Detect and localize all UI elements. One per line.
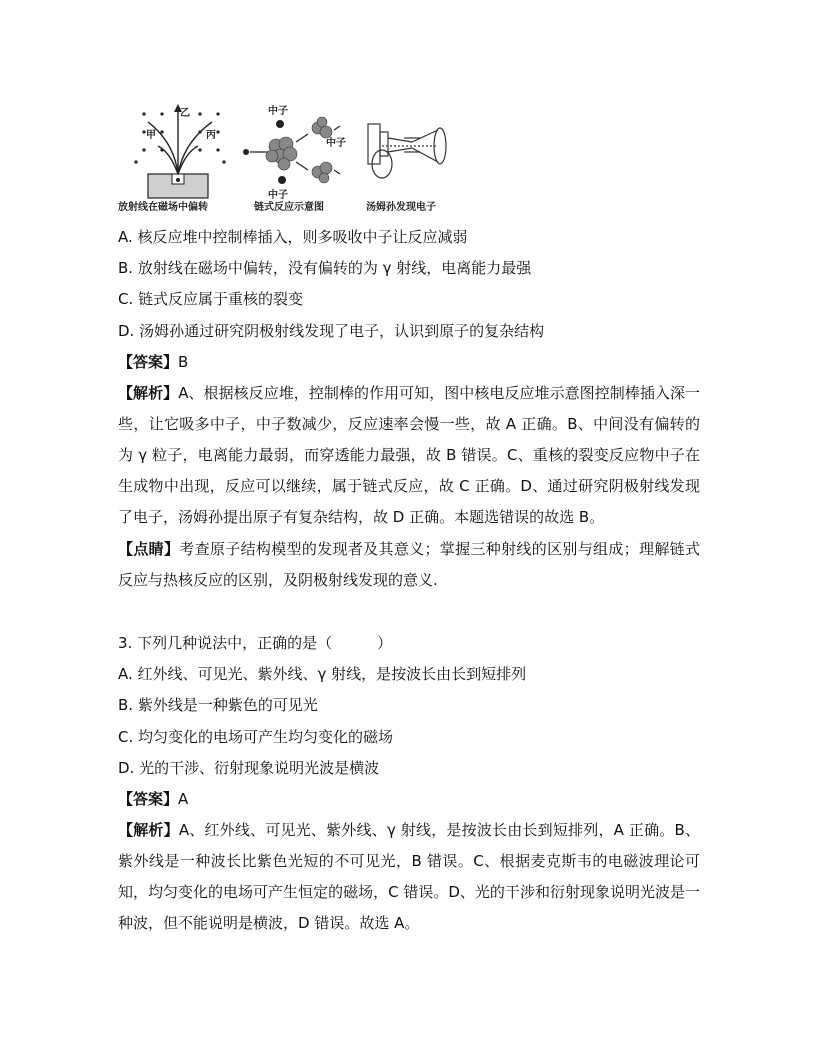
q2-answer	[118, 352, 188, 372]
label-neutron-top: 中子	[268, 106, 288, 117]
figure-radiation-deflection	[118, 102, 236, 220]
q2-option-b: B. 放射线在磁场中偏转，没有偏转的为 γ 射线，电离能力最强	[118, 259, 532, 277]
label-bing: 丙	[206, 130, 216, 141]
figure-row	[118, 102, 458, 220]
q2-option-d: D. 汤姆孙通过研究阴极射线发现了电子，认识到原子的复杂结构	[118, 322, 545, 340]
q2-option-a: A. 核反应堆中控制棒插入，则多吸收中子让反应减弱	[118, 228, 468, 246]
analysis-text: A、红外线、可见光、紫外线、γ 射线，是按波长由长到短排列，A 正确。B、紫外线是一种波长比紫色光短的不可见光，B 错误。C、根据麦克斯韦的电磁波理论可知，均匀变化的电场可产生恒定的磁场，C 错误。D、光的干涉和衍射现象说明光波是一种波，但不能说明是横波，D 错误。故选 A。	[118, 821, 700, 932]
q3-option-c: C. 均匀变化的电场可产生均匀变化的磁场	[118, 728, 394, 746]
q2-option-c: C. 链式反应属于重核的裂变	[118, 290, 304, 308]
figure-thomson-tube	[364, 102, 458, 220]
q3-answer	[118, 789, 188, 809]
comment-text: 考查原子结构模型的发现者及其意义；掌握三种射线的区别与组成；理解链式反应与热核反应的区别，及阴极射线发现的意义.	[118, 540, 700, 589]
q2-comment	[118, 534, 700, 596]
thomson-tube-diagram	[364, 102, 458, 202]
label-neutron-bottom: 中子	[268, 190, 288, 201]
q3-analysis	[118, 815, 700, 939]
answer-value: A	[178, 790, 189, 808]
answer-tag: 【答案】	[118, 353, 179, 371]
label-jia: 甲	[146, 130, 156, 141]
q3-option-d: D. 光的干涉、衍射现象说明光波是横波	[118, 759, 380, 777]
label-yi: 乙	[180, 108, 190, 119]
label-neutron-right: 中子	[326, 138, 346, 149]
q3-option-b: B. 紫外线是一种紫色的可见光	[118, 696, 318, 714]
figure-chain-reaction	[238, 102, 356, 220]
analysis-tag: 【解析】	[118, 821, 179, 839]
figure-caption: 汤姆孙发现电子	[366, 202, 436, 213]
figure-caption: 链式反应示意图	[254, 202, 324, 213]
chain-reaction-diagram	[238, 102, 356, 202]
radiation-deflection-diagram	[118, 102, 236, 202]
q3-option-a: A. 红外线、可见光、紫外线、γ 射线，是按波长由长到短排列	[118, 665, 527, 683]
comment-tag: 【点睛】	[118, 540, 180, 558]
q3-stem: 3. 下列几种说法中，正确的是（ ）	[118, 634, 393, 652]
figure-caption: 放射线在磁场中偏转	[118, 202, 208, 213]
answer-tag: 【答案】	[118, 790, 179, 808]
q2-analysis	[118, 378, 700, 533]
analysis-text: A、根据核反应堆，控制棒的作用可知，图中核电反应堆示意图控制棒插入深一些，让它吸多中子，中子数减少，反应速率会慢一些，故 A 正确。B、中间没有偏转的为 γ 粒子，电离能力最弱，而穿透能力最强，故 B 错误。C、重核的裂变反应物中子在生成物中出现，反应可以继续，属于链式反应，故 C 正确。D、通过研究阴极射线发现了电子，汤姆孙提出原子有复杂结构，故 D 正确。本题选错误的故选 B。	[118, 384, 700, 526]
answer-value: B	[178, 353, 189, 371]
analysis-tag: 【解析】	[118, 384, 179, 402]
